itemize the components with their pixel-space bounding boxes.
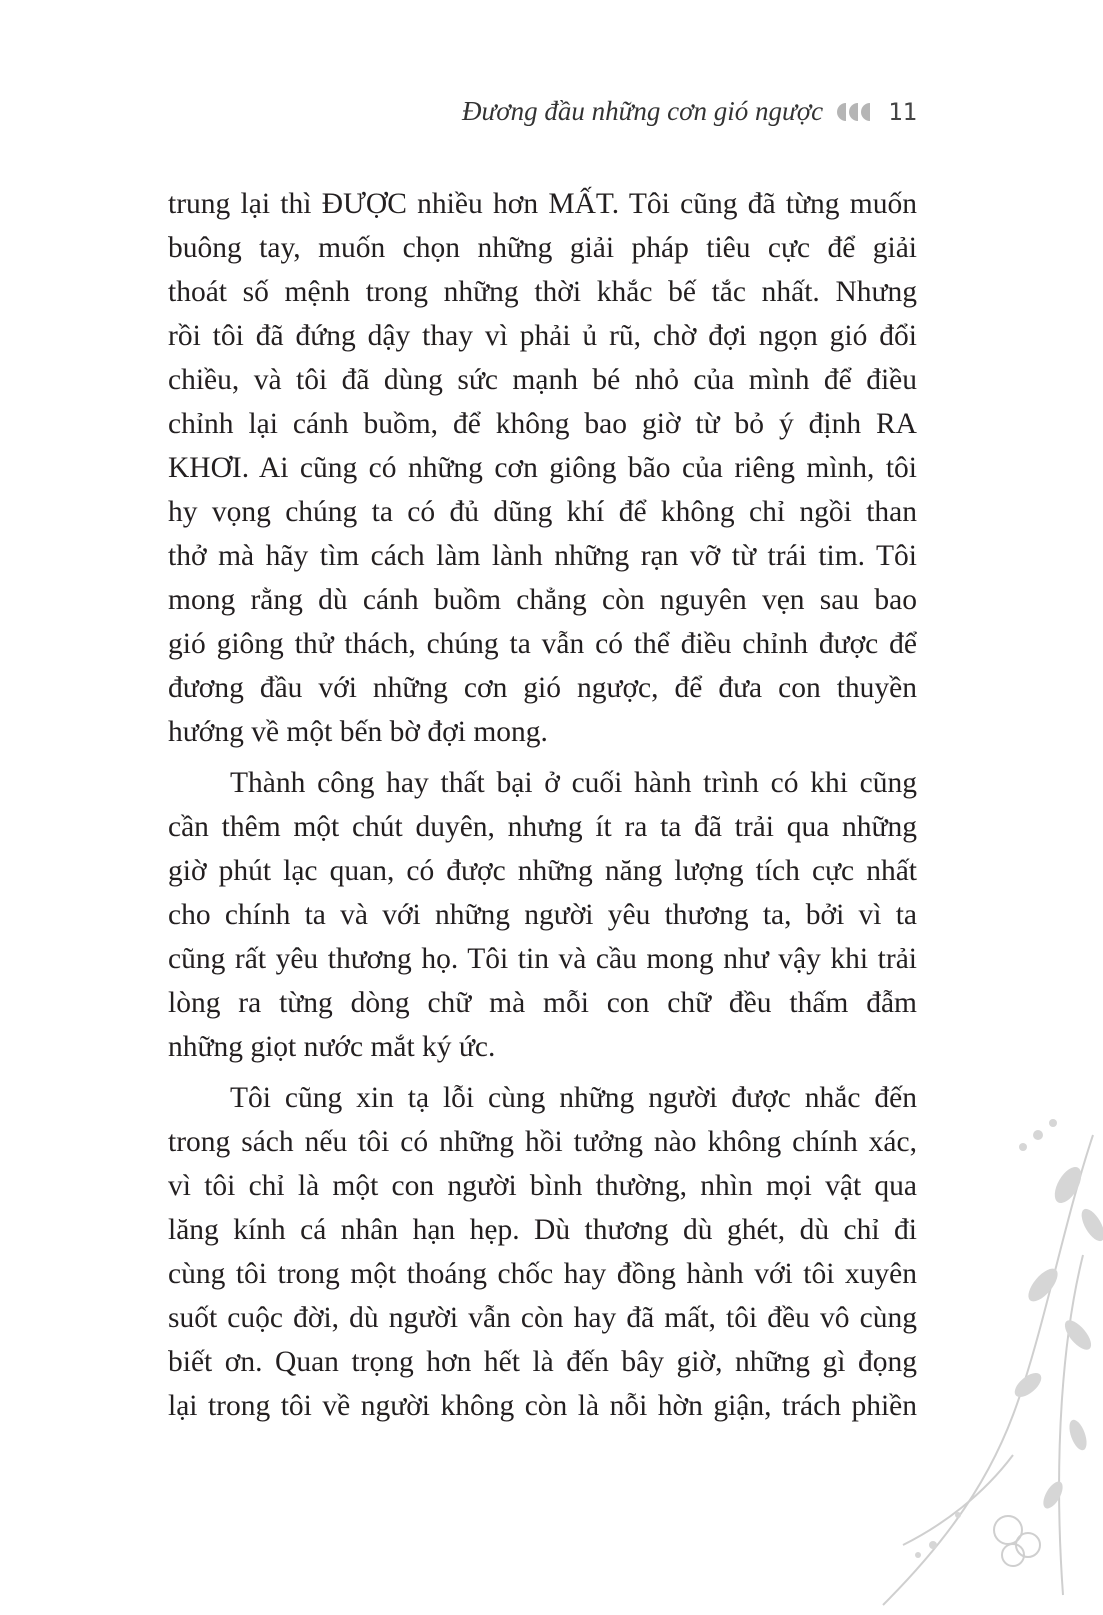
paragraph — [168, 182, 917, 754]
text-line: Thành công hay thất bại ở cuối hành trình có khi cũng — [230, 767, 917, 799]
text-line: đương đầu với những cơn gió ngược, để đưa con thuyền — [168, 672, 917, 704]
text-line: hy vọng chúng ta có đủ dũng khí để không chỉ ngồi than — [168, 496, 917, 528]
text-line: cho chính ta và với những người yêu thương ta, bởi vì ta — [168, 899, 917, 931]
text-line: trung lại thì ĐƯỢC nhiều hơn MẤT. Tôi cũng đã từng muốn — [168, 188, 917, 220]
text-line: cũng rất yêu thương họ. Tôi tin và cầu mong như vậy khi trải — [168, 943, 917, 975]
text-line: buông tay, muốn chọn những giải pháp tiêu cực để giải — [168, 232, 917, 264]
text-line: rồi tôi đã đứng dậy thay vì phải ủ rũ, chờ đợi ngọn gió đổi — [168, 320, 917, 352]
text-line: lại trong tôi về người không còn là nỗi hờn giận, trách phiền — [168, 1390, 917, 1422]
paragraph — [168, 761, 917, 1069]
text-line: chiều, và tôi đã dùng sức mạnh bé nhỏ của mình để điều — [168, 364, 917, 396]
text-line: biết ơn. Quan trọng hơn hết là đến bây giờ, những gì đọng — [168, 1346, 917, 1378]
text-line: suốt cuộc đời, dù người vẫn còn hay đã mất, tôi đều vô cùng — [168, 1302, 917, 1334]
floral-vine-icon — [683, 1075, 1103, 1615]
text-line: gió giông thử thách, chúng ta vẫn có thể điều chỉnh được để — [168, 628, 917, 660]
text-line: KHƠI. Ai cũng có những cơn giông bão của riêng mình, tôi — [168, 452, 917, 484]
text-line: chỉnh lại cánh buồm, để không bao giờ từ bỏ ý định RA — [168, 408, 917, 440]
text-line: vì tôi chỉ là một con người bình thường, nhìn mọi vật qua — [168, 1170, 917, 1202]
text-line: cần thêm một chút duyên, nhưng ít ra ta đã trải qua những — [168, 811, 917, 843]
chevron-marks-icon — [837, 103, 870, 121]
text-line: mong rằng dù cánh buồm chẳng còn nguyên vẹn sau bao — [168, 584, 917, 616]
text-line: Tôi cũng xin tạ lỗi cùng những người được nhắc đến — [230, 1082, 917, 1114]
text-line: lăng kính cá nhân hạn hẹp. Dù thương dù ghét, dù chỉ đi — [168, 1214, 917, 1246]
page-number: 11 — [888, 97, 917, 126]
text-line: thoát số mệnh trong những thời khắc bế tắc nhất. Nhưng — [168, 276, 917, 308]
text-line: cùng tôi trong một thoáng chốc hay đồng hành với tôi xuyên — [168, 1258, 917, 1290]
text-line: những giọt nước mắt ký ức. — [168, 1031, 496, 1063]
text-line: trong sách nếu tôi có những hồi tưởng nào không chính xác, — [168, 1126, 917, 1158]
text-line: giờ phút lạc quan, có được những năng lượng tích cực nhất — [168, 855, 917, 887]
text-line: hướng về một bến bờ đợi mong. — [168, 716, 548, 748]
running-header — [462, 96, 917, 127]
text-line: lòng ra từng dòng chữ mà mỗi con chữ đều thấm đẫm — [168, 987, 917, 1019]
text-line: thở mà hãy tìm cách làm lành những rạn vỡ từ trái tim. Tôi — [168, 540, 917, 572]
running-title: Đương đầu những cơn gió ngược — [461, 96, 824, 126]
